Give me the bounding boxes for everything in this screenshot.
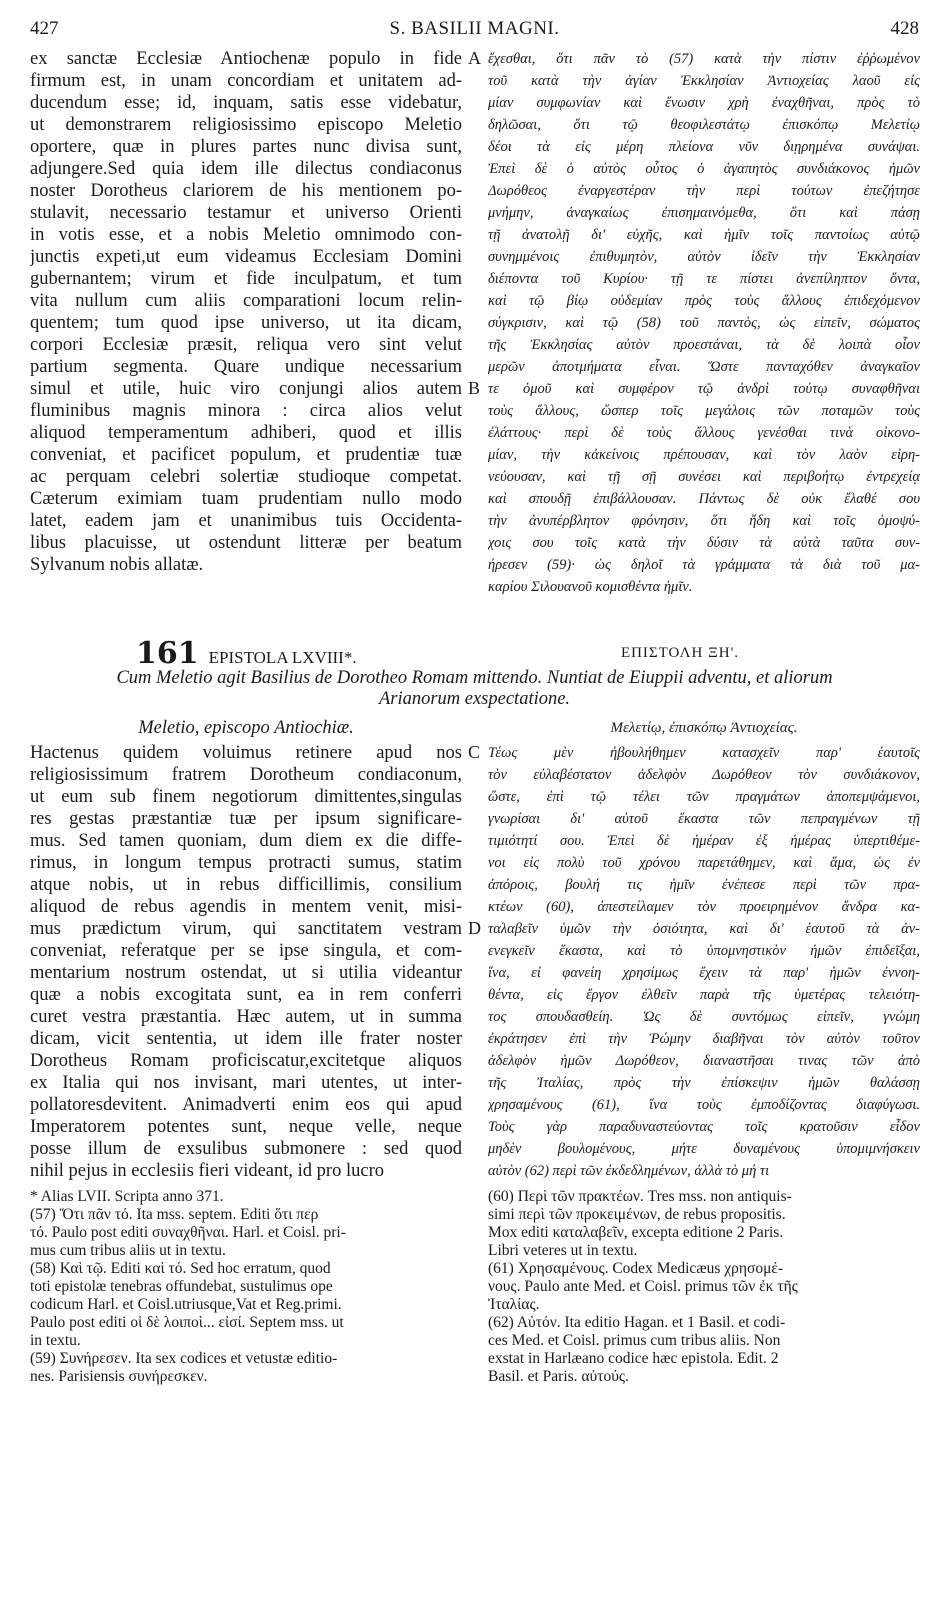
greek-text-line: ταλαβεῖν ὑμῶν τὴν ὁσιότητα, καὶ δι' ἑαυτοῦ τὰ ἀν-: [488, 921, 920, 937]
latin-text-line: noster Dorotheus clariorem de his mentionem po-: [30, 181, 462, 201]
epistle-heading-right: [580, 644, 780, 662]
greek-text-line: καὶ τῷ βίῳ οὐδεμίαν πρὸς τοὺς ἄλλους ἐπιδεχόμενον: [488, 293, 920, 309]
body-greek-column: [488, 742, 920, 1182]
greek-text-line: αὐτὸν (62) περὶ τῶν ἐκδεδλημένων, ἀλλὰ τὸ μή τι: [488, 1163, 770, 1179]
greek-text-line: ἔχεσθαι, ὅτι πᾶν τὸ (57) κατὰ τὴν πίστιν ἐῤῥωμένον: [488, 51, 920, 67]
greek-text-line: μερῶν ἀποτμήματα εἶναι. Ὥστε πανταχόθεν ἀναγκαῖον: [488, 359, 920, 375]
latin-text-line: Dorotheus Romam proficiscatur,excitetque aliquos: [30, 1051, 462, 1071]
latin-text-line: conveniat, et pacificet populum, et prudentiæ tuæ: [30, 445, 462, 465]
latin-text-line: quentem; tum quod ipse universo, ut ita dicam,: [30, 313, 462, 333]
footnote-line: Paulo post editi οἱ δὲ λοιποὶ... εἰσί. Septem mss. ut: [30, 1314, 344, 1331]
greek-text-line: ἐκράτησεν ἐπὶ τὴν Ῥώμην διαβῆναι τὸν αὐτὸν τοῦτον: [488, 1031, 920, 1047]
footnote-line: toti epistolæ tenebras offundebat, sustulimus ope: [30, 1278, 333, 1295]
greek-text-line: ὥστε, ἐπὶ τῷ τέλει τῶν πραγμάτων ἀποπεμψάμενοι,: [488, 789, 920, 805]
address-latin: Meletio, episcopo Antiochiæ.: [138, 718, 354, 738]
greek-text-line: χοις σου τοῖς κατὰ τὴν δύσιν τὰ αὐτὰ ταῦτα συν-: [488, 535, 920, 551]
greek-text-line: μηδὲν βουλομένους, μήτε δυναμένους ὑπομιμνήσκειν: [488, 1141, 920, 1157]
latin-text-line: in votis esse, et a nobis Meletio omnimodo con-: [30, 225, 462, 245]
epistle-number: 161: [136, 636, 199, 671]
latin-text-line: nihil pejus in ecclesiis fieri videant, id pro lucro: [30, 1161, 384, 1181]
footnote-line: νους. Paulo ante Med. et Coisl. primus τῶν ἐκ τῆς: [488, 1278, 798, 1295]
footnote-line: (60) Περὶ τῶν πρακτέων. Tres mss. non antiquis-: [488, 1188, 792, 1205]
latin-text-line: oportere, quæ in plures partes nunc divisa sunt,: [30, 137, 462, 157]
epistle-title-greek: ΕΠΙΣΤΟΛΗ ΞΗ'.: [620, 645, 740, 661]
latin-text-line: aliquod de rebus agendis in mentem venit, misi-: [30, 897, 462, 917]
latin-text-line: curet vestra præstantia. Hæc autem, ut in summa: [30, 1007, 462, 1027]
latin-text-line: latet, eadem jam et unanimibus tuis Occidenta-: [30, 511, 462, 531]
latin-text-line: fluminibus magnis minora : circa alios velut: [30, 401, 462, 421]
greek-text-line: τοὺς ἄλλους, ὥσπερ τοῖς μεγάλοις τῶν ποταμῶν τοὺς: [488, 403, 920, 419]
greek-text-line: μίαν συμφωνίαν καὶ ἕνωσιν χρὴ ἐναχθῆναι, πρὸς τὸ: [488, 95, 920, 111]
greek-text-line: νεύουσαν, καὶ τῇ σῇ συνέσει καὶ περιβοήτῳ ἐντρεχείᾳ: [488, 469, 920, 485]
footnotes-right: [488, 1188, 920, 1386]
greek-text-line: ἀδελφὸν ἡμῶν Δωρόθεον, διαναστῆσαι τινας τῶν ἀπὸ: [488, 1053, 920, 1069]
top-latin-column: [30, 48, 462, 576]
latin-text-line: rimus, in longum tempus protracti sumus, statim: [30, 853, 462, 873]
latin-text-line: simul et utile, huic viro conjungi alios autem: [30, 379, 462, 399]
body-latin-column: [30, 742, 462, 1182]
greek-text-line: τὸν εὐλαβέστατον ἀδελφὸν Δωρόθεον τὸν συνδιάκονον,: [488, 767, 920, 783]
footnote-line: Mox editi καταλαβεῖν, excepta editione 2 Paris.: [488, 1224, 784, 1241]
greek-text-line: δέοι τὰ εἰς μέρη πλείονα νῦν διῃρημένα συνάψαι.: [488, 139, 920, 155]
latin-text-line: quæ a nobis excogitata sunt, ea in rem conferri: [30, 985, 462, 1005]
footnote-line: codicum Harl. et Coisl.utriusque,Vat et Reg.primi.: [30, 1296, 342, 1313]
latin-text-line: conveniat, referatque per se ipse singula, et com-: [30, 941, 462, 961]
latin-text-line: stulavit, necessario testamur et universo Orienti: [30, 203, 462, 223]
greek-text-line: δηλῶσαι, ὅτι τῷ θεοφιλεστάτῳ ἐπισκόπῳ Μελετίῳ: [488, 117, 920, 133]
greek-text-line: τῆς Ἐκκλησίας αὐτὸν προεστάναι, τὰ δὲ λοιπὰ οἷον: [488, 337, 920, 353]
latin-text-line: posse illum de exsulibus submonere : sed quod: [30, 1139, 462, 1159]
running-title: S. BASILII MAGNI.: [389, 18, 560, 39]
latin-text-line: corpori Ecclesiæ præsit, reliqua vero sint velut: [30, 335, 462, 355]
address-greek: Μελετίῳ, ἐπισκόπῳ Ἀντιοχείας.: [610, 720, 798, 736]
footnote-line: (61) Χρησαμένους. Codex Medicæus χρησομέ-: [488, 1260, 784, 1277]
summary-line: Arianorum exspectatione.: [378, 689, 571, 709]
greek-text-line: κτέων (60), ἀπεστείλαμεν τὸν προειρημένον ἄνδρα κα-: [488, 899, 920, 915]
latin-text-line: mus prædictum virum, qui sanctitatem vestram: [30, 919, 462, 939]
latin-text-line: partium segmenta. Quare undique necessarium: [30, 357, 462, 377]
footnote-line: in textu.: [30, 1332, 81, 1349]
footnote-line: (57) Ὅτι πᾶν τό. Ita mss. septem. Editi ὅτι περ: [30, 1206, 319, 1223]
latin-text-line: aliquod temperamentum adhiberi, quod et illis: [30, 423, 462, 443]
top-greek-column: [488, 48, 920, 598]
footnotes-left: [30, 1188, 462, 1386]
greek-text-line: θέντα, εἰς ἔργον ἐλθεῖν παρὰ τῆς ὑμετέρας τελειότη-: [488, 987, 920, 1003]
footnote-line: simi περὶ τῶν προκειμένων, de rebus propositis.: [488, 1206, 786, 1223]
footnote-line: Basil. et Paris. αὐτούς.: [488, 1368, 629, 1385]
greek-text-line: μίαν, τὴν κἀκείνοις πρέπουσαν, καὶ τὸν λαὸν εἰρη-: [488, 447, 920, 463]
footnote-line: mus cum tribus aliis ut in textu.: [30, 1242, 226, 1259]
latin-text-line: ut eum sub finem negotiorum dimittentes,singulas: [30, 787, 462, 807]
epistle-heading-left: [136, 636, 466, 671]
footnote-line: (62) Αὐτόν. Ita editio Hagan. et 1 Basil. et codi-: [488, 1314, 786, 1331]
greek-text-line: σύγκρισιν, καὶ τῷ (58) τοῦ παντὸς, ὡς εἰπεῖν, σώματος: [488, 315, 920, 331]
greek-text-line: Δωρόθεος ἐναργεστέραν τὴν περὶ τούτων ἐπεζήτησε: [488, 183, 920, 199]
latin-text-line: Imperatorem potentes sunt, neque velle, neque: [30, 1117, 462, 1137]
footnote-line: nes. Parisiensis συνήρεσκεν.: [30, 1368, 208, 1385]
greek-text-line: ἵνα, εἰ φανείη χρησίμως ἔχειν τὰ παρ' ἡμῶν ἐννοη-: [488, 965, 920, 981]
latin-text-line: Cæterum eximiam tuam prudentiam nullo modo: [30, 489, 462, 509]
greek-text-line: γνωρίσαι δι' αὐτοῦ ἕκαστα τῶν πεπραγμένων τῇ: [488, 811, 920, 827]
latin-text-line: mus. Sed tamen quoniam, dum diem ex die diffe-: [30, 831, 462, 851]
summary-line: Cum Meletio agit Basilius de Dorotheo Romam mittendo. Nuntiat de Eiuppii adventu, et aliorum: [116, 668, 833, 688]
greek-text-line: διέποντα τοῦ Κυρίου· τῇ τε πίστει ἀνεπίληπτον ὄντα,: [488, 271, 920, 287]
footnote-line: (58) Καὶ τῷ. Editi καὶ τό. Sed hoc erratum, quod: [30, 1260, 331, 1277]
latin-text-line: res gestas præstantiæ tuæ per ipsum significare-: [30, 809, 462, 829]
latin-text-line: religiosissimum fratrem Dorotheum condiaconum,: [30, 765, 462, 785]
latin-text-line: ducendum esse; id, inquam, satis esse videbatur,: [30, 93, 462, 113]
greek-text-line: τῇ ἀνατολῇ δι' εὐχῆς, καὶ ἡμῖν τοῖς παντοίως αὐτῷ: [488, 227, 920, 243]
footnote-line: (59) Συνήρεσεν. Ita sex codices et vetustæ editio-: [30, 1350, 338, 1367]
greek-text-line: Τέως μὲν ἠβουλήθημεν κατασχεῖν παρ' ἑαυτοῖς: [488, 745, 920, 761]
latin-text-line: ut demonstrarem religiosissimo episcopo Meletio: [30, 115, 462, 135]
footnote-line: Libri veteres ut in textu.: [488, 1242, 638, 1259]
latin-text-line: firmum est, in unam concordiam et unitatem ad-: [30, 71, 462, 91]
latin-text-line: adjungere.Sed quia idem ille dilectus condiaconus: [30, 159, 462, 179]
greek-text-line: συνημμένοις ἐπιθυμητὸν, αὐτὸν ἰδεῖν τὴν Ἐκκλησίαν: [488, 249, 920, 265]
latin-text-line: vita nullum cum aliis comparationi locum relin-: [30, 291, 462, 311]
page-number-left: 427: [30, 18, 59, 39]
greek-text-line: Τοὺς γὰρ παραδυναστεύοντας τοῖς κρατοῦσιν εἶδον: [488, 1119, 920, 1135]
running-header: [30, 18, 919, 44]
margin-letter-d: D: [468, 918, 481, 938]
footnote-line: ces Med. et Coisl. primus cum tribus aliis. Non: [488, 1332, 781, 1349]
greek-text-line: ενεγκεῖν ἕκαστα, καὶ τὸ ὑπομνηστικὸν ἡμῶν ἐπιδεῖξαι,: [488, 943, 920, 959]
greek-text-line: τε ὁμοῦ καὶ συμφέρον τῷ ἀνδρὶ τούτῳ συναφθῆναι: [488, 381, 920, 397]
greek-text-line: χρησαμένους (61), ἵνα τοὺς ἐμποδίζοντας διαφύγωσι.: [488, 1097, 920, 1113]
greek-text-line: τιμιότητί σου. Ἐπεὶ δὲ ἡμέραν ἐξ ἡμέρας ὑπερτιθέμε-: [488, 833, 920, 849]
footnote-line: exstat in Harlæano codice hæc epistola. Edit. 2: [488, 1350, 779, 1367]
margin-letter-b: B: [468, 378, 481, 398]
margin-letter-a: A: [468, 48, 481, 68]
greek-text-line: ήρεσεν (59)· ὡς δηλοῖ τὰ γράμματα τὰ διὰ τοῦ μα-: [488, 557, 920, 573]
greek-text-line: τος σπουδασθείη. Ὡς δὲ συντόμως εἰπεῖν, γνώμη: [488, 1009, 920, 1025]
greek-text-line: ἐλάττους· περὶ δὲ τοὺς ἄλλους γενέσθαι τινὰ οἰκονο-: [488, 425, 920, 441]
latin-text-line: ac perquam celebri solertiæ studioque competat.: [30, 467, 462, 487]
page-number-right: 428: [890, 18, 919, 39]
latin-text-line: ex Italia qui nos invisant, mari utentes, ut inter-: [30, 1073, 462, 1093]
latin-text-line: dicam, vicit sententia, ut idem ille frater noster: [30, 1029, 462, 1049]
greek-text-line: μνήμην, ἀναγκαίως ἐπισημαινόμεθα, ὅτι καὶ πάσῃ: [488, 205, 920, 221]
footnote-line: Ἰταλίας.: [488, 1296, 540, 1313]
greek-text-line: τὴν ἀνυπέρβλητον φρόνησιν, ὅτι ἤδη καὶ τοῖς ὁμοψύ-: [488, 513, 920, 529]
footnote-line: * Alias LVII. Scripta anno 371.: [30, 1188, 224, 1205]
latin-text-line: Hactenus quidem voluimus retinere apud nos: [30, 743, 462, 763]
greek-text-line: καρίου Σιλουανοῦ κομισθέντα ἡμῖν.: [488, 579, 693, 595]
greek-text-line: ἀπόροις, βουλή τις ἡμῖν ἐνέπεσε περὶ τῶν πρα-: [488, 877, 920, 893]
margin-letter-c: C: [468, 742, 481, 762]
epistle-title-latin: EPISTOLA LXVIII*.: [208, 648, 357, 667]
latin-text-line: mentarium nostrum ostendat, ut si utilia videantur: [30, 963, 462, 983]
latin-text-line: pollatoresdevitent. Animadverti enim eos qui apud: [30, 1095, 462, 1115]
latin-text-line: libus placuisse, ut ostendunt litteræ per beatum: [30, 533, 462, 553]
latin-text-line: gubernantem; virum et fide inculpatum, et tum: [30, 269, 462, 289]
greek-text-line: τῆς Ἰταλίας, πρὸς τὴν ἐπίσκεψιν ἡμῶν θαλάσσῃ: [488, 1075, 920, 1091]
latin-text-line: ex sanctæ Ecclesiæ Antiochenæ populo in fide: [30, 49, 462, 69]
latin-text-line: atque nobis, ut in rebus difficillimis, consilium: [30, 875, 462, 895]
footnote-line: τό. Paulo post editi συναχθῆναι. Harl. et Coisl. pri-: [30, 1224, 346, 1241]
greek-text-line: καὶ σπουδῇ ἐπιβάλλουσαν. Πάντως δὲ οὐκ ἔλαθέ σου: [488, 491, 920, 507]
latin-text-line: Sylvanum nobis allatæ.: [30, 555, 204, 575]
greek-text-line: Ἐπεὶ δὲ ὁ αὐτὸς οὗτος ὁ ἀγαπητὸς συνδιάκονος ἡμῶν: [488, 161, 920, 177]
greek-text-line: τοῦ κατὰ τὴν ἁγίαν Ἐκκλησίαν Ἀντιοχείας λαοῦ εἰς: [488, 73, 920, 89]
epistle-summary: [30, 668, 919, 710]
latin-text-line: junctis expeti,ut eum videamus Ecclesiam Domini: [30, 247, 462, 267]
greek-text-line: νοι εἰς πολὺ τοῦ χρόνου παρετάθημεν, καὶ ἅμα, ὡς ἐν: [488, 855, 920, 871]
